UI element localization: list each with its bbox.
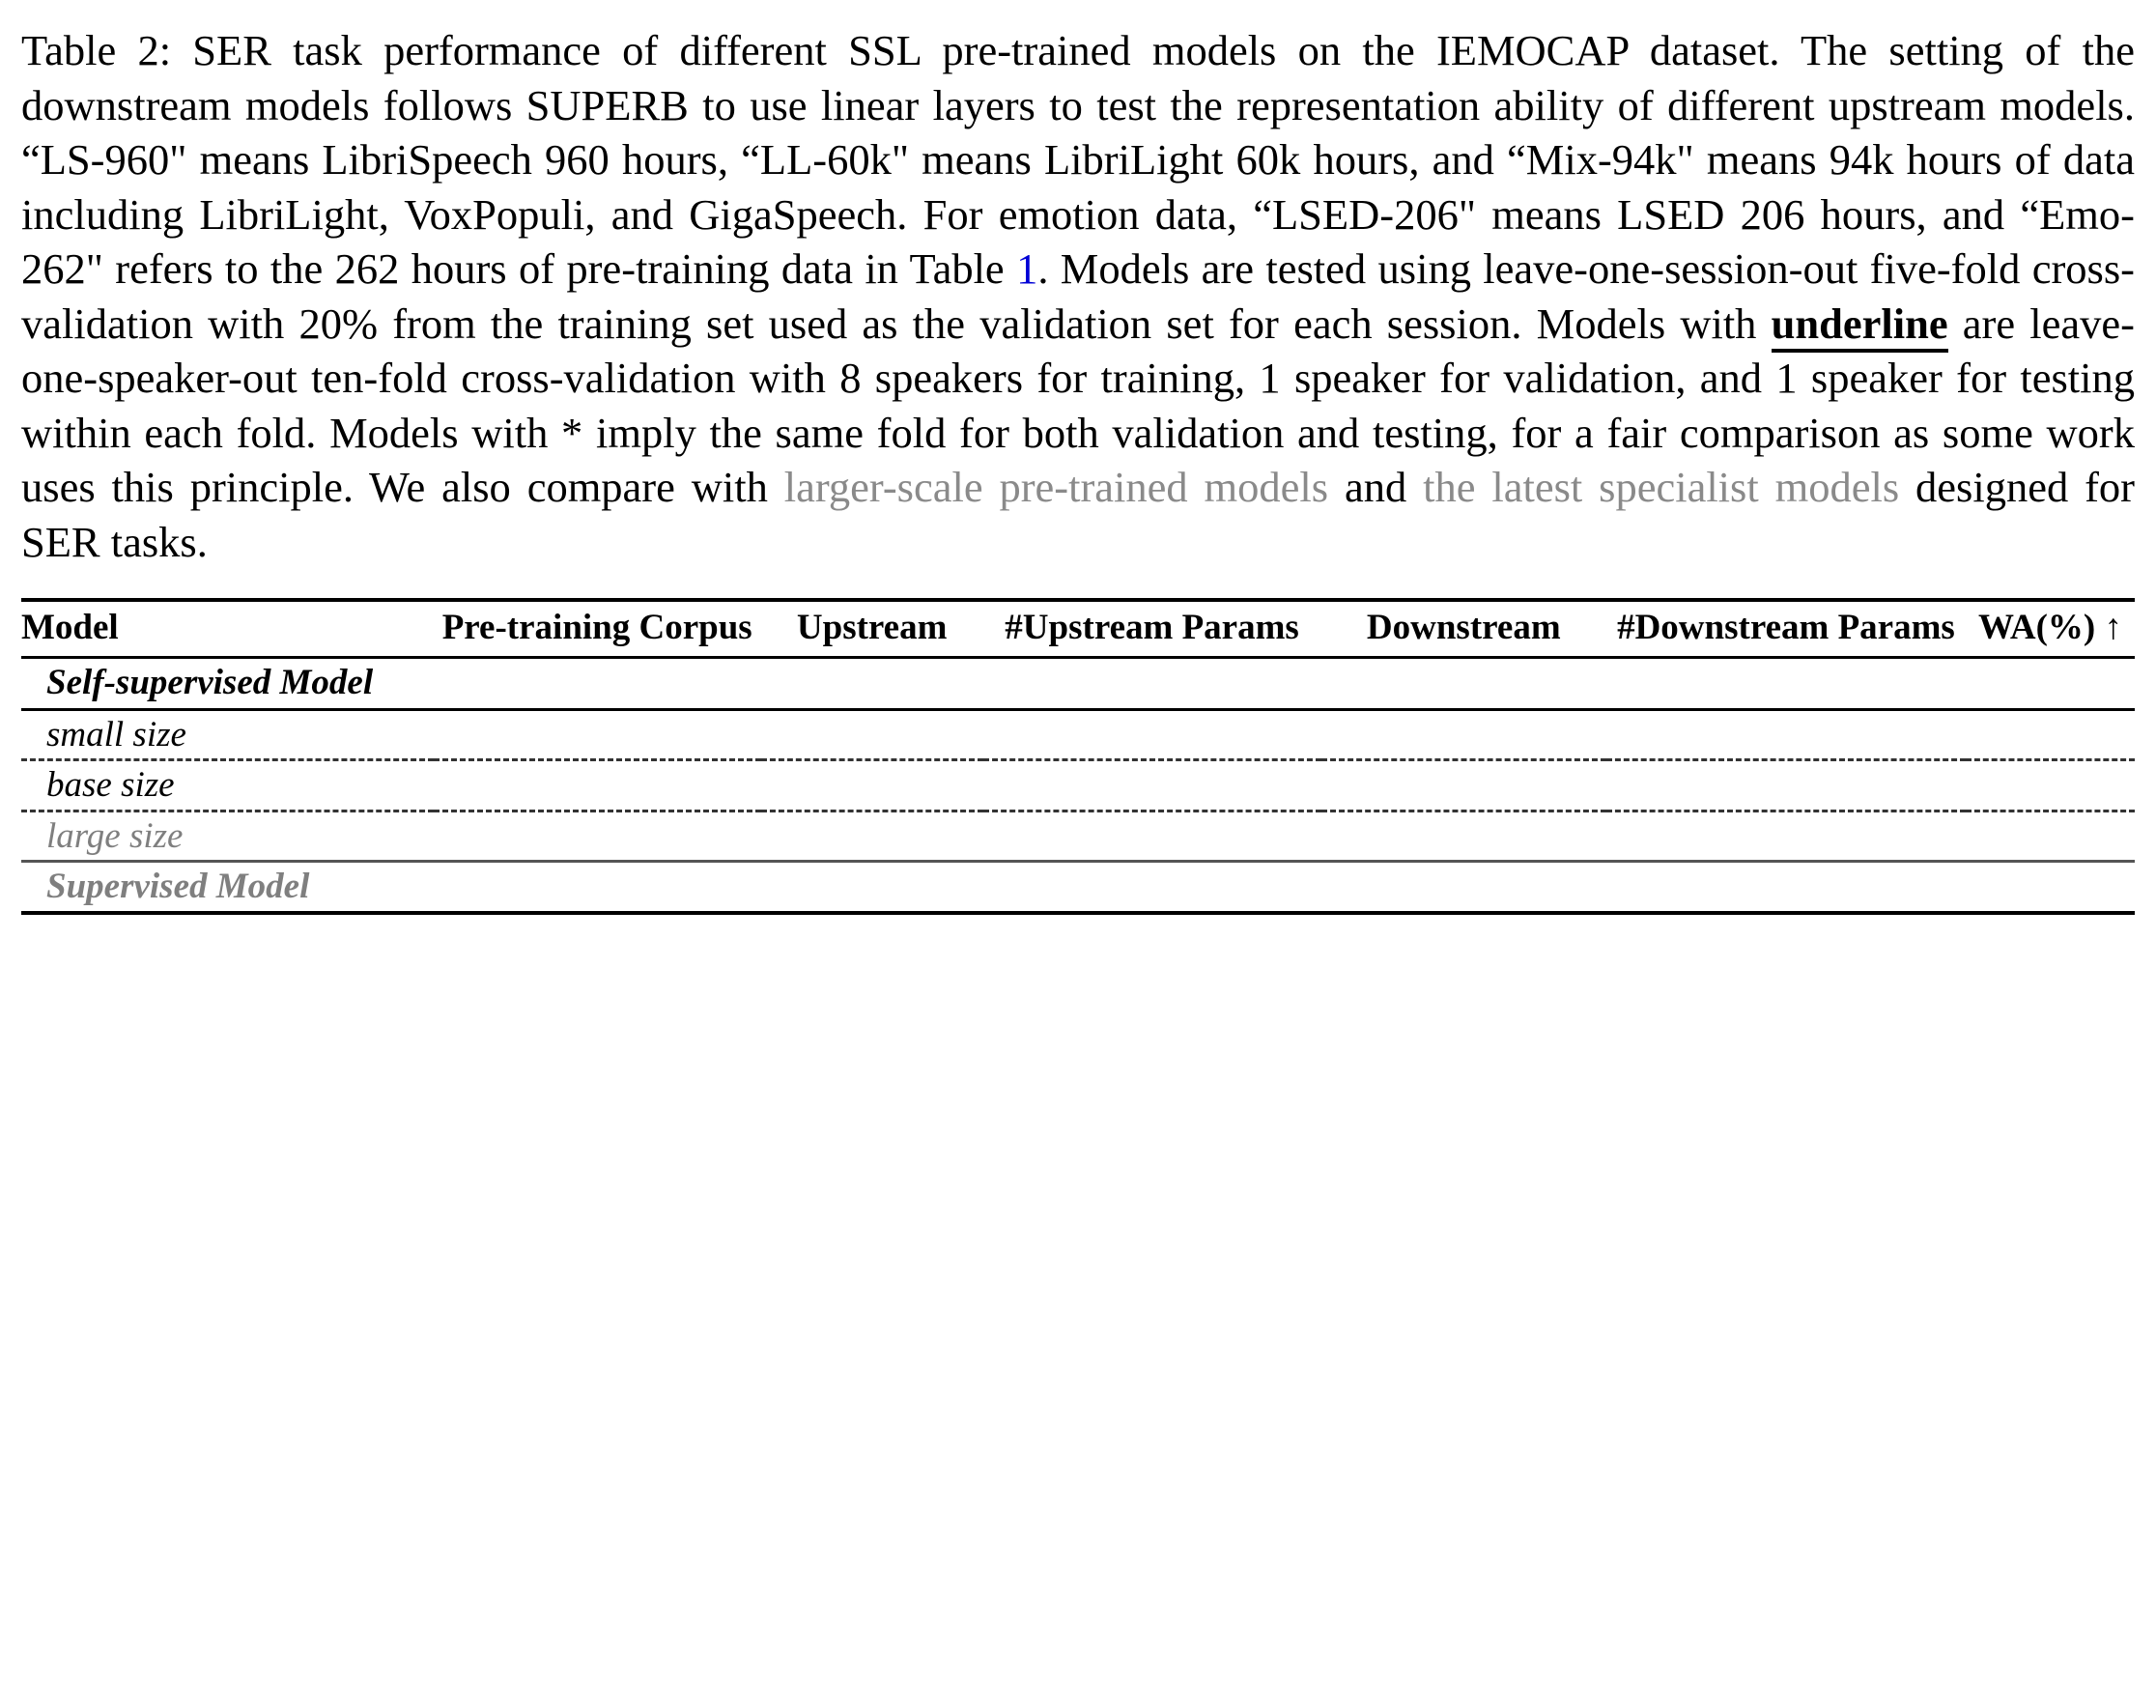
- section-row: [21, 709, 2135, 759]
- column-header-downstream: Downstream: [1321, 600, 1606, 657]
- caption-text: and: [1328, 463, 1424, 511]
- caption-text: the latest specialist models: [1423, 463, 1900, 511]
- column-header-upstream: Upstream: [761, 600, 983, 657]
- section-row: [21, 811, 2135, 861]
- caption-text: Table 2: SER task performance of different SSL pre-trained models on the IEMOCAP dataset. The setting of the downstream models follows SUPERB to use linear layers to test the representation ability of different upstream models. “LS-960" means LibriSpeech 960 hours, “LL-60k" means LibriLight 60k hours, and “Mix-94k" means 94k hours of data including LibriLight, VoxPopuli, and GigaSpeech. For emotion data, “LSED-206" means LSED 206 hours, and “Emo-262" refers to the 262 hours of pre-training data in Table: [21, 26, 2135, 293]
- section-label: Self-supervised Model: [21, 657, 2135, 709]
- caption-text: . Models are tested using leave-one-session-out five-fold cross-validation with 20% from the training set used as the validation set for each session. Models with: [21, 244, 2136, 348]
- results-table: [21, 598, 2135, 915]
- section-label: Supervised Model: [21, 862, 2135, 913]
- section-label: large size: [21, 811, 2135, 861]
- section-row: [21, 657, 2135, 709]
- section-row: [21, 760, 2135, 811]
- table-1-link[interactable]: 1: [1016, 244, 1038, 293]
- column-header-downstream_params: #Downstream Params: [1606, 600, 1966, 657]
- section-row: [21, 862, 2135, 913]
- table-caption: [21, 23, 2135, 569]
- caption-text: designed for SER tasks.: [21, 463, 2135, 566]
- caption-text: are leave-one-speaker-out ten-fold cross-validation with 8 speakers for training, 1 speaker for validation, and 1 speaker for testing within each fold. Models with * imply the same fold for both validation and testing, for a fair comparison as some work uses this principle. We also compare with: [21, 299, 2135, 511]
- column-header-pretraining_corpus: Pre-training Corpus: [434, 600, 761, 657]
- column-header-wa: WA(%) ↑: [1966, 600, 2135, 657]
- caption-text: underline: [1772, 299, 1948, 353]
- column-header-model: Model: [21, 600, 434, 657]
- section-label: base size: [21, 760, 2135, 811]
- caption-text: larger-scale pre-trained models: [783, 463, 1329, 511]
- section-label: small size: [46, 714, 186, 754]
- header-row: [21, 600, 2135, 657]
- column-header-upstream_params: #Upstream Params: [983, 600, 1321, 657]
